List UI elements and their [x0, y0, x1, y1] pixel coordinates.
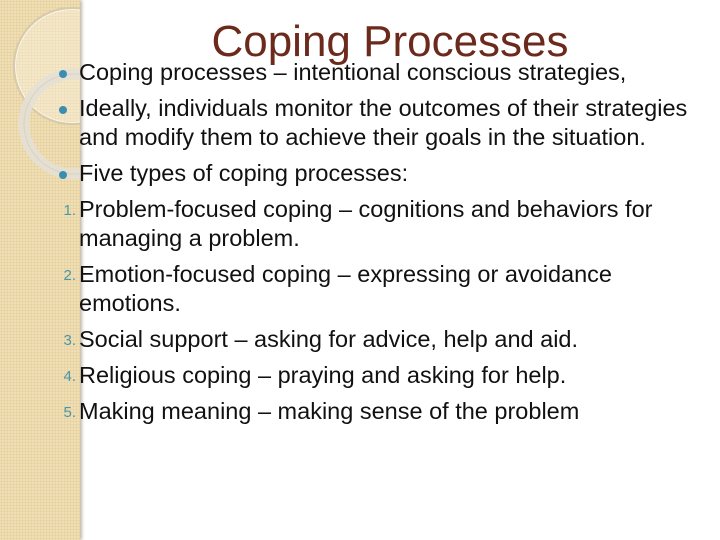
numbered-item: [52, 325, 702, 354]
item-number: 3.: [63, 332, 76, 349]
bullet-text: Coping processes – intentional conscious strategies,: [79, 59, 627, 85]
numbered-text: Emotion-focused coping – expressing or avoidance emotions.: [79, 261, 612, 316]
numbered-text: Problem-focused coping – cognitions and behaviors for managing a problem.: [79, 196, 653, 251]
numbered-item: [52, 397, 702, 426]
bullet-dot-icon: [59, 171, 67, 179]
bullet-text: Five types of coping processes:: [79, 160, 409, 186]
numbered-text: Social support – asking for advice, help and aid.: [79, 326, 579, 352]
numbered-item: [52, 361, 702, 390]
item-number: 2.: [63, 267, 76, 284]
item-number: 1.: [63, 202, 76, 219]
item-number: 4.: [63, 368, 76, 385]
bullet-text: Ideally, individuals monitor the outcomes of their strategies and modify them to achieve their goals in the situation.: [79, 95, 688, 150]
bullet-item: [52, 159, 702, 188]
numbered-text: Making meaning – making sense of the problem: [79, 398, 580, 424]
bullet-dot-icon: [59, 106, 67, 114]
slide-body: [52, 58, 702, 433]
numbered-text: Religious coping – praying and asking for help.: [79, 362, 567, 388]
slide-title: Coping Processes: [211, 17, 569, 66]
bullet-dot-icon: [59, 70, 67, 78]
item-number: 5.: [63, 404, 76, 421]
bullet-item: [52, 58, 702, 87]
bullet-item: [52, 94, 702, 152]
numbered-item: [52, 260, 702, 318]
numbered-item: [52, 195, 702, 253]
